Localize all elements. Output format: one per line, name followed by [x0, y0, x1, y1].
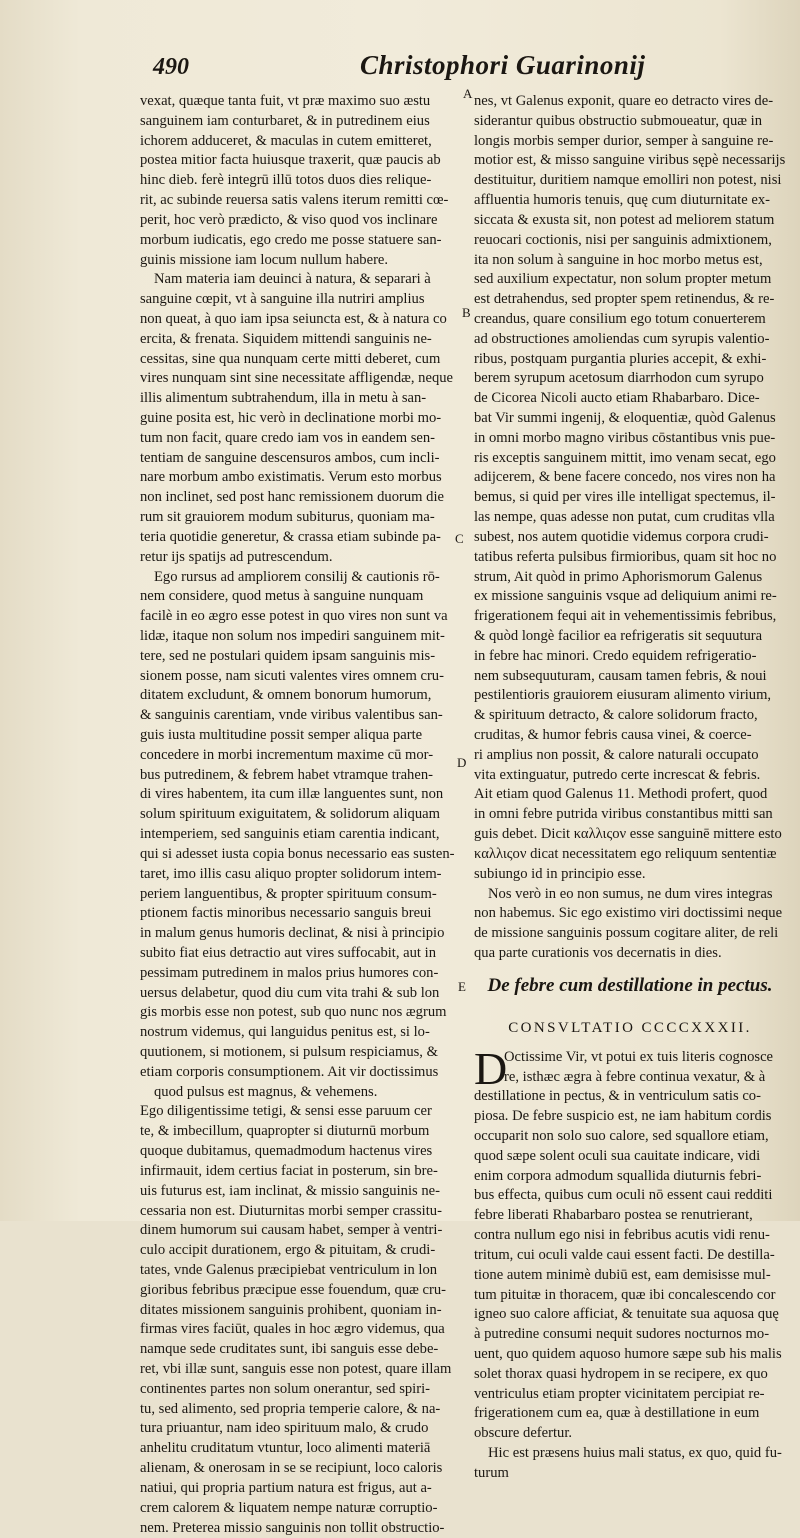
running-head: Christophori Guarinonij: [360, 50, 645, 81]
text-line: firmas vires faciūt, quales in hoc ægro videmus, qua: [140, 1320, 460, 1340]
text-line: tritum, cui oculi valde caui essent facti. De destilla-: [474, 1246, 786, 1266]
text-line: Ego diligentissime tetigi, & sensi esse paruum cer: [140, 1102, 460, 1122]
text-line: à putredine consumi nequit sudores nocturnos mo-: [474, 1325, 786, 1345]
text-line: est detrahendus, sed propter spem retinendus, & re-: [474, 290, 786, 310]
text-line: gis morbis esse non potest, sub quo nunc nos ægrum: [140, 1003, 460, 1023]
text-line: crem calorem & liquatem nempe naturæ corruptio-: [140, 1499, 460, 1519]
text-line: rit, ac subinde reuersa satis valens iterum remitti cœ-: [140, 191, 460, 211]
text-line: ptionem factis minoribus necessario sanguis breui: [140, 904, 460, 924]
text-line: nem. Preterea missio sanguinis non tollit obstructio-: [140, 1519, 460, 1538]
margin-letter-d: D: [457, 755, 466, 771]
text-line: tentiam de sanguine descensuros ambos, cum incli-: [140, 449, 460, 469]
text-line: de missione sanguinis possum cogitare aliter, de reli: [474, 924, 786, 944]
text-line: quoque dubitamus, quemadmodum hactenus vires: [140, 1142, 460, 1162]
text-line: non queat, à quo iam ipsa seiuncta est, & à natura co: [140, 310, 460, 330]
text-line: natiui, qui propria partium natura est frigus, aut a-: [140, 1479, 460, 1499]
text-line: taret, imo illis casu aliquo propter solidorum intem-: [140, 865, 460, 885]
text-line: guinis missione iam locum nullum habere.: [140, 251, 460, 271]
text-line: tum pituitæ in thoracem, quæ ibi concalescendo cor: [474, 1286, 786, 1306]
consultatio-heading: CONSVLTATIO CCCCXXXII.: [474, 1008, 786, 1048]
text-line: in omni febre putrida viribus constantibus mitti san: [474, 805, 786, 825]
text-line: ris exceptis sanguinem mittit, imo venam secat, ego: [474, 449, 786, 469]
text-line: strum, Ait quòd in primo Aphorismorum Galenus: [474, 568, 786, 588]
text-line: dinem humorum sui causam habet, semper à ventri-: [140, 1221, 460, 1241]
text-line: ri amplius non possit, & calore naturali occupato: [474, 746, 786, 766]
text-line: continentes partes non solum onerantur, sed spiri-: [140, 1380, 460, 1400]
text-line: Hic est præsens huius mali status, ex quo, quid fu-: [474, 1444, 786, 1464]
text-line: ditatem excludunt, & omnem bonorum humorum,: [140, 686, 460, 706]
text-line: tura priuantur, nam ideo spirituum malo, & crudo: [140, 1419, 460, 1439]
text-line: nare morbum ambo existimatis. Verum esto morbus: [140, 468, 460, 488]
margin-letter-b: B: [462, 305, 471, 321]
text-line: frigerationem cum ea, quæ à destillatione in eum: [474, 1404, 786, 1424]
text-line: intemperiem, sed sanguinis etiam carentia indicant,: [140, 825, 460, 845]
text-line: guine posita est, hic verò in declinatione morbi mo-: [140, 409, 460, 429]
text-line: cruditas, & humor febris causa vinei, & coerce-: [474, 726, 786, 746]
text-line: uent, quo quidem aquoso humore sæpe sub his malis: [474, 1345, 786, 1365]
text-line: culo accipit durationem, ergo & pituitam, & crudi-: [140, 1241, 460, 1261]
text-line: nem considere, quod metus à sanguine nunquam: [140, 587, 460, 607]
text-line: siccata & exusta sit, non potest ad meliorem statum: [474, 211, 786, 231]
page-header: [0, 50, 800, 90]
left-column: [140, 92, 460, 1538]
text-line: Ait etiam quod Galenus 11. Methodi profert, quod: [474, 785, 786, 805]
text-line: Ego rursus ad ampliorem consilij & cautionis rō-: [140, 568, 460, 588]
text-line: rum sit grauiorem modum subiturus, quoniam ma-: [140, 508, 460, 528]
text-line: ribus, postquam purgantia pluries accepit, & exhi-: [474, 350, 786, 370]
text-line: destillatione in pectus, & in ventriculum satis co-: [474, 1087, 786, 1107]
text-line: in omni morbo magno viribus cōstantibus vnis pue-: [474, 429, 786, 449]
text-line: concedere in morbi incrementum maxime cū mor-: [140, 746, 460, 766]
text-line: affluentia humoris tenuis, quę cum diuturnitate ex-: [474, 191, 786, 211]
text-line: non inclinet, sed post hanc remissionem duorum die: [140, 488, 460, 508]
text-line: Octissime Vir, vt potui ex tuis literis cognosce: [474, 1048, 786, 1068]
text-line: tum non facit, quare credo iam vos in eandem sen-: [140, 429, 460, 449]
text-line: re, isthæc ægra à febre continua vexatur, & à: [474, 1068, 786, 1088]
text-line: anhelitu cruditatum vtuntur, loco alimenti materiā: [140, 1439, 460, 1459]
text-line: di vires habentem, ita cum illæ languentes sunt, non: [140, 785, 460, 805]
section-title: De febre cum destillatione in pectus.: [474, 966, 786, 1006]
text-line: hinc dieb. ferè integrū illū totos duos dies relique-: [140, 171, 460, 191]
text-line: quutionem, si motionem, si pulsum respiciamus, &: [140, 1043, 460, 1063]
page-number: 490: [153, 54, 189, 81]
text-line: occuparit non solo suo calore, sed squallore etiam,: [474, 1127, 786, 1147]
text-line: vita extinguatur, putredo certe increscat & febris.: [474, 766, 786, 786]
text-line: tere, sed ne postulari quidem ipsam sanguinis mis-: [140, 647, 460, 667]
text-line: nes, vt Galenus exponit, quare eo detracto vires de-: [474, 92, 786, 112]
text-line: bus effecta, quibus cum oculi nō essent caui redditi: [474, 1186, 786, 1206]
text-line: tatibus referta pulsibus firmioribus, quam sit hoc no: [474, 548, 786, 568]
text-line: in malum genus humoris declinat, & nisi à principio: [140, 924, 460, 944]
text-line: piosa. De febre suspicio est, ne iam habitum cordis: [474, 1107, 786, 1127]
text-line: retur ijs spatijs ad putrescendum.: [140, 548, 460, 568]
text-line: quod pulsus est magnus, & vehemens.: [140, 1083, 460, 1103]
text-line: subito fiat eius detractio aut vires suffocabit, aut in: [140, 944, 460, 964]
text-line: illis alimentum subtrahendum, illa in metu à san-: [140, 389, 460, 409]
text-line: ex missione sanguinis vsque ad deliquium animi re-: [474, 587, 786, 607]
text-line: igneo suo calore afficiat, & tenuitate sua aquosa quę: [474, 1305, 786, 1325]
text-line: subiungo id in principio esse.: [474, 865, 786, 885]
right-column-text: [474, 92, 786, 964]
text-line: subest, nos autem quotidie videmus corpora crudi-: [474, 528, 786, 548]
margin-letter-c: C: [455, 531, 464, 547]
text-line: Nos verò in eo non sumus, ne dum vires integras: [474, 885, 786, 905]
text-line: nem subsequuturam, causam tamen febris, & noui: [474, 667, 786, 687]
text-line: etiam corporis consumptionem. Ait vir doctissimus: [140, 1063, 460, 1083]
text-line: tates, vnde Galenus præcipiebat ventriculum in lon: [140, 1261, 460, 1281]
text-line: gioribus febribus præcipue esse fouendum, quæ cru-: [140, 1281, 460, 1301]
text-line: adijcerem, & bene facere concedo, nos vires non ha: [474, 468, 786, 488]
text-line: uis futurus est, iam inclinat, & missio sanguinis ne-: [140, 1182, 460, 1202]
drop-cap: D: [474, 1046, 507, 1092]
text-line: & sanguinis carentiam, vnde viribus valentibus san-: [140, 706, 460, 726]
text-line: non habemus. Sic ego existimo viri doctissimi neque: [474, 904, 786, 924]
text-line: alienam, & onerosam in se se recipiunt, loco caloris: [140, 1459, 460, 1479]
text-line: perit, hoc verò prædicto, & viso quod vos inclinare: [140, 211, 460, 231]
text-line: guis iusta multitudine possit semper aliqua parte: [140, 726, 460, 746]
text-line: siderantur quibus obstructio submoueatur, quæ in: [474, 112, 786, 132]
text-line: facilè in eo ægro esse potest in quo vires non sunt va: [140, 607, 460, 627]
text-line: καλλιςον dicat necessitatem ego reliquum sententiæ: [474, 845, 786, 865]
text-line: qui si adesset iusta copia bonus necessario eas susten-: [140, 845, 460, 865]
text-line: te, & imbecillum, quapropter si diuturnū morbum: [140, 1122, 460, 1142]
text-line: bat Vir summi ingenij, & eloquentiæ, quòd Galenus: [474, 409, 786, 429]
text-line: obscure defertur.: [474, 1424, 786, 1444]
text-line: las nempe, quas adesse non putat, cum cruditas vlla: [474, 508, 786, 528]
text-line: frigerationem fequi ait in vehementissimis febribus,: [474, 607, 786, 627]
text-line: enim corpora admodum squallida diuturnis febri-: [474, 1167, 786, 1187]
text-line: quod sæpe solent oculi sua cauitate indicare, vidi: [474, 1147, 786, 1167]
text-line: & spirituum detracto, & calore solidorum fracto,: [474, 706, 786, 726]
text-line: destituitur, duritiem namque emolliri non potest, nisi: [474, 171, 786, 191]
text-line: ditates missionem sanguinis prohibent, quoniam in-: [140, 1301, 460, 1321]
text-line: cessaria non est. Diuturnitas morbi semper crassitu-: [140, 1202, 460, 1222]
text-line: lidæ, itaque non solum nos impediri sanguinem mit-: [140, 627, 460, 647]
text-line: pessimam putredinem in malos prius humores con-: [140, 964, 460, 984]
text-line: bemus, si quid per vires ille intelligat spectemus, il-: [474, 488, 786, 508]
text-line: infirmauit, idem certius faciat in posterum, sin bre-: [140, 1162, 460, 1182]
right-column: [474, 92, 786, 1484]
text-line: tione autem minimè dubiū est, eam demisisse mul-: [474, 1266, 786, 1286]
text-line: de Cicorea Nicoli aucto etiam Rhabarbaro. Dice-: [474, 389, 786, 409]
text-line: contra nullum ego nisi in febribus acutis vidi renu-: [474, 1226, 786, 1246]
text-line: sionem posse, nam sicuti valentes vires omnem cru-: [140, 667, 460, 687]
text-line: uersus delabetur, quod diu cum vita trahi & sub lon: [140, 984, 460, 1004]
text-line: sed auxilium expectatur, non solum propter metum: [474, 270, 786, 290]
text-line: vires nunquam sint sine necessitate affligendæ, neque: [140, 369, 460, 389]
text-line: turum: [474, 1464, 786, 1484]
text-line: ret, vbi illæ sunt, sanguis esse non potest, quare illam: [140, 1360, 460, 1380]
text-line: morbum iudicatis, ego credo me posse statuere san-: [140, 231, 460, 251]
text-line: sanguine cœpit, vt à sanguine illa nutriri amplius: [140, 290, 460, 310]
consultatio-text: [474, 1048, 786, 1484]
text-line: namque sede cruditates sunt, ibi sanguis esse debe-: [140, 1340, 460, 1360]
text-line: nostrum videmus, qui languidus penitus est, si lo-: [140, 1023, 460, 1043]
margin-letter-e: E: [458, 979, 466, 995]
text-line: postea mitior facta huiusque traxerit, quæ paucis ab: [140, 151, 460, 171]
text-line: ercita, & frenata. Siquidem mittendi sanguinis ne-: [140, 330, 460, 350]
text-line: & quòd longè facilior ea refrigeratis sit sequutura: [474, 627, 786, 647]
text-line: cessitas, sine qua nunquam certe mitti deberet, cum: [140, 350, 460, 370]
text-line: febre liberati Rhabarbaro postea se renutrierant,: [474, 1206, 786, 1226]
text-line: reuocari coctionis, nisi per sanguinis admixtionem,: [474, 231, 786, 251]
text-line: longis morbis semper durior, semper à sanguine re-: [474, 132, 786, 152]
text-line: tu, sed alimento, sed propria temperie calore, & na-: [140, 1400, 460, 1420]
text-line: teria quotidie generetur, & crassa etiam subinde pa-: [140, 528, 460, 548]
text-line: guis debet. Dicit καλλιςον esse sanguinē mittere esto: [474, 825, 786, 845]
text-line: vexat, quæque tanta fuit, vt præ maximo suo æstu: [140, 92, 460, 112]
text-line: ita non solum à sanguine in hoc morbo metus est,: [474, 251, 786, 271]
text-line: ad obstructiones amoliendas cum syrupis valentio-: [474, 330, 786, 350]
text-line: Nam materia iam deuinci à natura, & separari à: [140, 270, 460, 290]
text-line: qua parte curationis vos decernatis in dies.: [474, 944, 786, 964]
text-line: creandus, quare consilium ego totum conuerterem: [474, 310, 786, 330]
margin-letter-a: A: [463, 86, 472, 102]
text-line: in febre hac minori. Credo equidem refrigeratio-: [474, 647, 786, 667]
text-line: berem syrupum acetosum diarrhodon cum syrupo: [474, 369, 786, 389]
text-line: solum spirituum exiguitatem, & solidorum aliquam: [140, 805, 460, 825]
text-line: ventriculus etiam propter vicinitatem percipiat re-: [474, 1385, 786, 1405]
text-line: pestilentioris grauiorem eiusuram alimento virium,: [474, 686, 786, 706]
text-line: sanguinem iam conturbaret, & in putredinem eius: [140, 112, 460, 132]
text-line: bus putredinem, & febrem habet vtramque trahen-: [140, 766, 460, 786]
text-line: periem languentibus, & propter spirituum consum-: [140, 885, 460, 905]
text-line: ichorem adduceret, & maculas in cutem emitteret,: [140, 132, 460, 152]
text-line: solet thorax quasi hydropem in se recipere, ex quo: [474, 1365, 786, 1385]
text-line: motior est, & misso sanguine viribus sępè necessarijs: [474, 151, 786, 171]
